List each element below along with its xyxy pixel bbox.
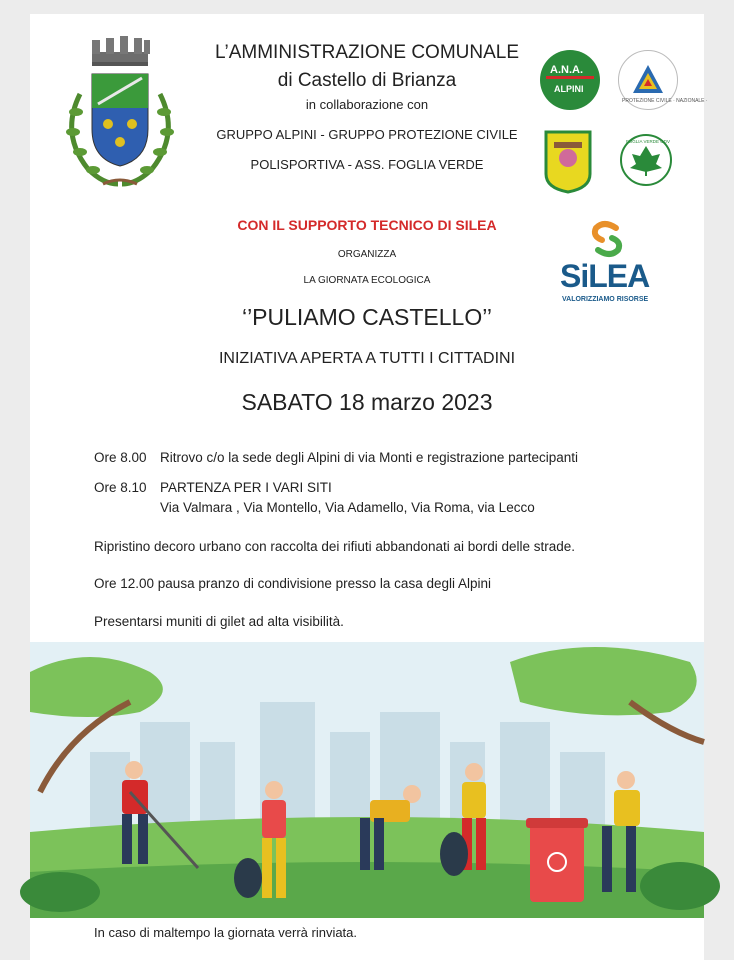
note-ripristino: Ripristino decoro urbano con raccolta dei rifiuti abbandonati ai bordi delle strade. <box>94 539 576 554</box>
silea-swirl-icon <box>586 220 628 260</box>
header-line-4: GRUPPO ALPINI - GRUPPO PROTEZIONE CIVILE <box>216 127 518 142</box>
protezione-civile-logo <box>618 50 708 110</box>
ana-logo-top: A.N.A. <box>550 64 583 76</box>
silea-tagline: VALORIZZIAMO RISORSE <box>562 296 649 303</box>
alpini-shield-icon <box>544 130 592 194</box>
ana-logo-bottom: ALPINI <box>554 84 584 94</box>
note-maltempo: In caso di maltempo la giornata verrà rinviata. <box>94 925 358 940</box>
support-line: CON IL SUPPORTO TECNICO DI SILEA <box>237 217 497 233</box>
schedule-text-2: PARTENZA PER I VARI SITI <box>160 480 332 495</box>
header-line-3: in collaborazione con <box>305 97 429 112</box>
foglia-verde-logo <box>620 134 672 186</box>
header-line-2: di Castello di Brianza <box>277 70 457 91</box>
event-title: ‘’PULIAMO CASTELLO’’ <box>241 304 493 330</box>
giornata-line: LA GIORNATA ECOLOGICA <box>303 275 431 286</box>
organizza-line: ORGANIZZA <box>337 249 397 260</box>
schedule-time-1: Ore 8.00 <box>94 450 147 465</box>
ana-logo-stripe <box>546 76 594 79</box>
schedule-time-2: Ore 8.10 <box>94 480 147 495</box>
header-line-5: POLISPORTIVA - ASS. FOGLIA VERDE <box>250 157 484 172</box>
silea-logo <box>558 218 658 308</box>
note-gilet: Presentarsi muniti di gilet ad alta visibilità. <box>94 614 344 629</box>
header-line-1: L’AMMINISTRAZIONE COMUNALE <box>214 42 520 63</box>
event-date: SABATO 18 marzo 2023 <box>241 389 493 415</box>
schedule-text-1: Ritrovo c/o la sede degli Alpini di via Monti e registrazione partecipanti <box>160 450 578 465</box>
foglia-verde-text: FOGLIA VERDE ODV <box>626 139 671 144</box>
protezione-civile-text: PROTEZIONE CIVILE · NAZIONALE · <box>622 98 708 104</box>
schedule-detail-2: Via Valmara , Via Montello, Via Adamello, Via Roma, via Lecco <box>160 500 535 515</box>
flyer-page <box>30 14 708 960</box>
cleanup-illustration <box>30 642 704 918</box>
open-to-all: INIZIATIVA APERTA A TUTTI I CITTADINI <box>218 350 516 367</box>
silea-brand: SiLEA <box>560 258 650 294</box>
ana-logo <box>540 50 600 110</box>
note-pranzo: Ore 12.00 pausa pranzo di condivisione presso la casa degli Alpini <box>94 576 491 591</box>
